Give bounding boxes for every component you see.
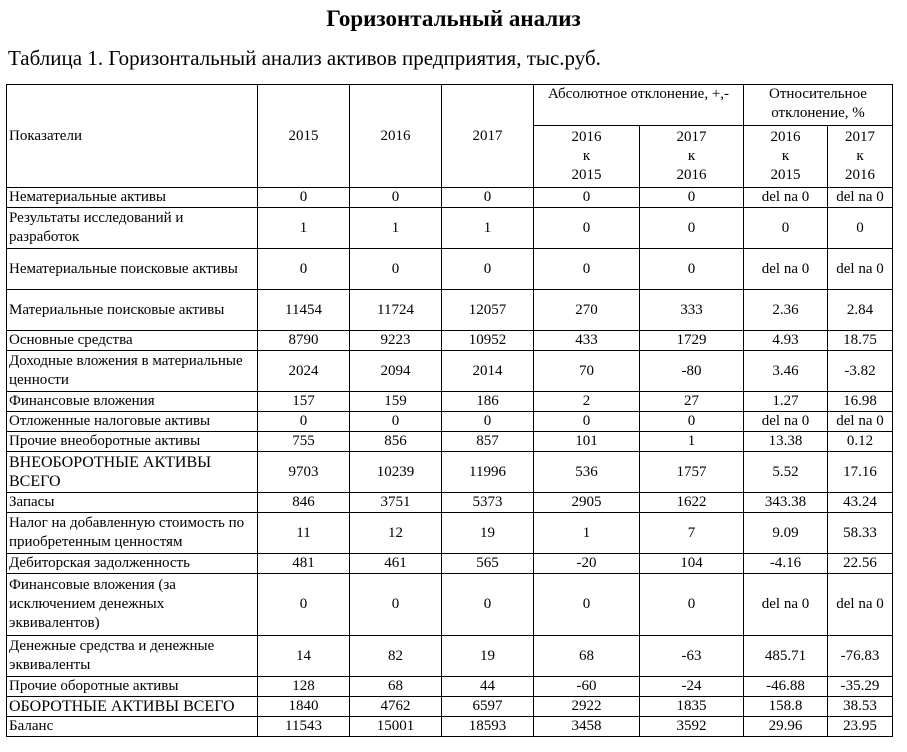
row-value-cell: 11996 <box>442 452 534 493</box>
row-value-cell: 82 <box>350 636 442 677</box>
row-value-cell: 0 <box>350 249 442 290</box>
row-value-cell: 4762 <box>350 697 442 717</box>
row-value-cell: 29.96 <box>744 717 828 737</box>
row-indicator-name: Прочие внеоборотные активы <box>7 432 258 452</box>
row-value-cell: 15001 <box>350 717 442 737</box>
row-value-cell: 0 <box>640 188 744 208</box>
row-value-cell: 461 <box>350 554 442 574</box>
row-value-cell: -60 <box>534 677 640 697</box>
table-row <box>7 331 893 351</box>
header-rel-2016-vs-2015 <box>744 126 828 188</box>
row-value-cell: 0 <box>350 574 442 636</box>
subheader-top: 2016 <box>770 129 801 145</box>
row-value-cell: 10952 <box>442 331 534 351</box>
row-value-cell: 5.52 <box>744 452 828 493</box>
row-value-cell: -35.29 <box>828 677 893 697</box>
row-value-cell: -20 <box>534 554 640 574</box>
row-value-cell: 0 <box>640 208 744 249</box>
row-value-cell: 18.75 <box>828 331 893 351</box>
row-indicator-name: Нематериальные поисковые активы <box>7 249 258 290</box>
row-value-cell: 0 <box>258 412 350 432</box>
row-value-cell: 1757 <box>640 452 744 493</box>
header-rel-deviation: Относительное отклонение, % <box>744 85 893 126</box>
row-value-cell: 8790 <box>258 331 350 351</box>
table-row <box>7 351 893 392</box>
row-value-cell: 9703 <box>258 452 350 493</box>
row-value-cell: 70 <box>534 351 640 392</box>
table-row <box>7 188 893 208</box>
row-indicator-name: Финансовые вложения <box>7 392 258 412</box>
table-row <box>7 677 893 697</box>
row-value-cell: 14 <box>258 636 350 677</box>
row-value-cell: -46.88 <box>744 677 828 697</box>
row-value-cell: del na 0 <box>828 574 893 636</box>
row-value-cell: del na 0 <box>744 249 828 290</box>
row-value-cell: 5373 <box>442 493 534 513</box>
table-row <box>7 452 893 493</box>
row-value-cell: 846 <box>258 493 350 513</box>
row-value-cell: 23.95 <box>828 717 893 737</box>
row-value-cell: 128 <box>258 677 350 697</box>
row-value-cell: 0 <box>442 249 534 290</box>
row-value-cell: 755 <box>258 432 350 452</box>
row-value-cell: 0 <box>640 412 744 432</box>
row-value-cell: 22.56 <box>828 554 893 574</box>
row-value-cell: 9.09 <box>744 513 828 554</box>
row-value-cell: 0 <box>534 574 640 636</box>
row-indicator-name: ОБОРОТНЫЕ АКТИВЫ ВСЕГО <box>7 697 258 717</box>
row-value-cell: 11454 <box>258 290 350 331</box>
row-value-cell: 186 <box>442 392 534 412</box>
row-value-cell: 1.27 <box>744 392 828 412</box>
header-year-2017: 2017 <box>442 85 534 188</box>
row-value-cell: 11724 <box>350 290 442 331</box>
table-row <box>7 249 893 290</box>
row-value-cell: 6597 <box>442 697 534 717</box>
row-value-cell: 1 <box>534 513 640 554</box>
row-indicator-name: Отложенные налоговые активы <box>7 412 258 432</box>
row-value-cell: -76.83 <box>828 636 893 677</box>
row-value-cell: 2.36 <box>744 290 828 331</box>
subheader-bot: 2016 <box>676 167 707 183</box>
row-value-cell: -4.16 <box>744 554 828 574</box>
row-value-cell: 0 <box>350 188 442 208</box>
row-value-cell: 159 <box>350 392 442 412</box>
row-value-cell: 0 <box>534 249 640 290</box>
row-value-cell: -3.82 <box>828 351 893 392</box>
table-row <box>7 717 893 737</box>
row-value-cell: 0 <box>258 574 350 636</box>
row-value-cell: 3458 <box>534 717 640 737</box>
row-value-cell: 270 <box>534 290 640 331</box>
row-value-cell: 17.16 <box>828 452 893 493</box>
row-value-cell: 343.38 <box>744 493 828 513</box>
subheader-mid: к <box>687 148 696 164</box>
row-value-cell: 1 <box>640 432 744 452</box>
subheader-mid: к <box>856 148 864 164</box>
row-value-cell: 3751 <box>350 493 442 513</box>
row-value-cell: 433 <box>534 331 640 351</box>
row-value-cell: 104 <box>640 554 744 574</box>
header-abs-deviation: Абсолютное отклонение, +,- <box>534 85 744 126</box>
row-value-cell: 1622 <box>640 493 744 513</box>
row-indicator-name: Денежные средства и денежные эквиваленты <box>7 636 258 677</box>
table-row <box>7 290 893 331</box>
row-value-cell: 3.46 <box>744 351 828 392</box>
row-value-cell: 0 <box>744 208 828 249</box>
row-value-cell: del na 0 <box>744 188 828 208</box>
row-indicator-name: Основные средства <box>7 331 258 351</box>
row-value-cell: 12 <box>350 513 442 554</box>
header-abs-2017-vs-2016 <box>640 126 744 188</box>
row-value-cell: 68 <box>350 677 442 697</box>
header-rel-2017-vs-2016 <box>828 126 893 188</box>
row-value-cell: 1835 <box>640 697 744 717</box>
row-value-cell: 0 <box>442 574 534 636</box>
row-value-cell: 2024 <box>258 351 350 392</box>
header-abs-2016-vs-2015 <box>534 126 640 188</box>
subheader-bot: 2015 <box>770 167 801 183</box>
subheader-bot: 2015 <box>571 167 602 183</box>
header-indicator: Показатели <box>7 85 258 188</box>
row-value-cell: 333 <box>640 290 744 331</box>
row-value-cell: 856 <box>350 432 442 452</box>
row-value-cell: 2094 <box>350 351 442 392</box>
row-value-cell: 157 <box>258 392 350 412</box>
row-value-cell: 1729 <box>640 331 744 351</box>
row-value-cell: -80 <box>640 351 744 392</box>
row-value-cell: 0.12 <box>828 432 893 452</box>
row-value-cell: 1 <box>442 208 534 249</box>
table-row <box>7 412 893 432</box>
row-indicator-name: Финансовые вложения (за исключением денежных эквивалентов) <box>7 574 258 636</box>
row-indicator-name: Нематериальные активы <box>7 188 258 208</box>
row-value-cell: del na 0 <box>744 574 828 636</box>
horizontal-analysis-table <box>6 84 893 737</box>
row-indicator-name: Результаты исследований и разработок <box>7 208 258 249</box>
row-value-cell: 0 <box>350 412 442 432</box>
row-indicator-name: Дебиторская задолженность <box>7 554 258 574</box>
subheader-top: 2017 <box>845 129 875 145</box>
row-value-cell: 4.93 <box>744 331 828 351</box>
row-value-cell: 2.84 <box>828 290 893 331</box>
row-value-cell: 0 <box>258 249 350 290</box>
row-value-cell: 19 <box>442 636 534 677</box>
row-value-cell: 0 <box>442 188 534 208</box>
row-value-cell: 12057 <box>442 290 534 331</box>
row-value-cell: del na 0 <box>828 412 893 432</box>
row-value-cell: 2905 <box>534 493 640 513</box>
row-indicator-name: Запасы <box>7 493 258 513</box>
row-value-cell: 101 <box>534 432 640 452</box>
row-value-cell: 857 <box>442 432 534 452</box>
row-value-cell: 0 <box>534 208 640 249</box>
row-value-cell: -63 <box>640 636 744 677</box>
row-value-cell: 11543 <box>258 717 350 737</box>
row-value-cell: 38.53 <box>828 697 893 717</box>
row-value-cell: 481 <box>258 554 350 574</box>
row-value-cell: 7 <box>640 513 744 554</box>
table-body <box>7 188 893 737</box>
row-value-cell: 0 <box>258 188 350 208</box>
table-row <box>7 513 893 554</box>
row-value-cell: 485.71 <box>744 636 828 677</box>
row-value-cell: 11 <box>258 513 350 554</box>
row-value-cell: 565 <box>442 554 534 574</box>
row-value-cell: 16.98 <box>828 392 893 412</box>
row-value-cell: 0 <box>442 412 534 432</box>
row-value-cell: 536 <box>534 452 640 493</box>
header-year-2016: 2016 <box>350 85 442 188</box>
row-value-cell: 27 <box>640 392 744 412</box>
table-row <box>7 208 893 249</box>
table-row <box>7 493 893 513</box>
row-value-cell: 58.33 <box>828 513 893 554</box>
row-indicator-name: Налог на добавленную стоимость по приобретенным ценностям <box>7 513 258 554</box>
table-row <box>7 554 893 574</box>
table-caption: Таблица 1. Горизонтальный анализ активов предприятия, тыс.руб. <box>8 46 601 70</box>
row-value-cell: 2922 <box>534 697 640 717</box>
table-row <box>7 697 893 717</box>
row-value-cell: 0 <box>640 249 744 290</box>
row-value-cell: 3592 <box>640 717 744 737</box>
row-value-cell: 2014 <box>442 351 534 392</box>
page-title: Горизонтальный анализ <box>326 6 581 31</box>
row-value-cell: -24 <box>640 677 744 697</box>
table-row <box>7 636 893 677</box>
row-value-cell: del na 0 <box>744 412 828 432</box>
row-value-cell: 19 <box>442 513 534 554</box>
row-value-cell: 0 <box>828 208 893 249</box>
row-value-cell: 13.38 <box>744 432 828 452</box>
subheader-top: 2016 <box>571 129 602 145</box>
row-value-cell: 158.8 <box>744 697 828 717</box>
row-value-cell: 1 <box>258 208 350 249</box>
row-indicator-name: Прочие оборотные активы <box>7 677 258 697</box>
subheader-top: 2017 <box>676 129 707 145</box>
header-year-2015: 2015 <box>258 85 350 188</box>
row-value-cell: 1 <box>350 208 442 249</box>
subheader-mid: к <box>781 148 790 164</box>
row-value-cell: 68 <box>534 636 640 677</box>
row-value-cell: 2 <box>534 392 640 412</box>
table-row <box>7 574 893 636</box>
row-value-cell: 0 <box>534 188 640 208</box>
row-value-cell: 0 <box>534 412 640 432</box>
row-value-cell: 1840 <box>258 697 350 717</box>
table-row <box>7 392 893 412</box>
row-value-cell: 0 <box>640 574 744 636</box>
row-indicator-name: Материальные поисковые активы <box>7 290 258 331</box>
row-indicator-name: Баланс <box>7 717 258 737</box>
row-value-cell: 18593 <box>442 717 534 737</box>
row-value-cell: 10239 <box>350 452 442 493</box>
row-value-cell: 44 <box>442 677 534 697</box>
row-value-cell: 9223 <box>350 331 442 351</box>
row-indicator-name: ВНЕОБОРОТНЫЕ АКТИВЫ ВСЕГО <box>7 452 258 493</box>
table-row <box>7 432 893 452</box>
row-value-cell: del na 0 <box>828 249 893 290</box>
subheader-mid: к <box>582 148 591 164</box>
subheader-bot: 2016 <box>845 167 875 183</box>
row-value-cell: 43.24 <box>828 493 893 513</box>
row-value-cell: del na 0 <box>828 188 893 208</box>
row-indicator-name: Доходные вложения в материальные ценности <box>7 351 258 392</box>
